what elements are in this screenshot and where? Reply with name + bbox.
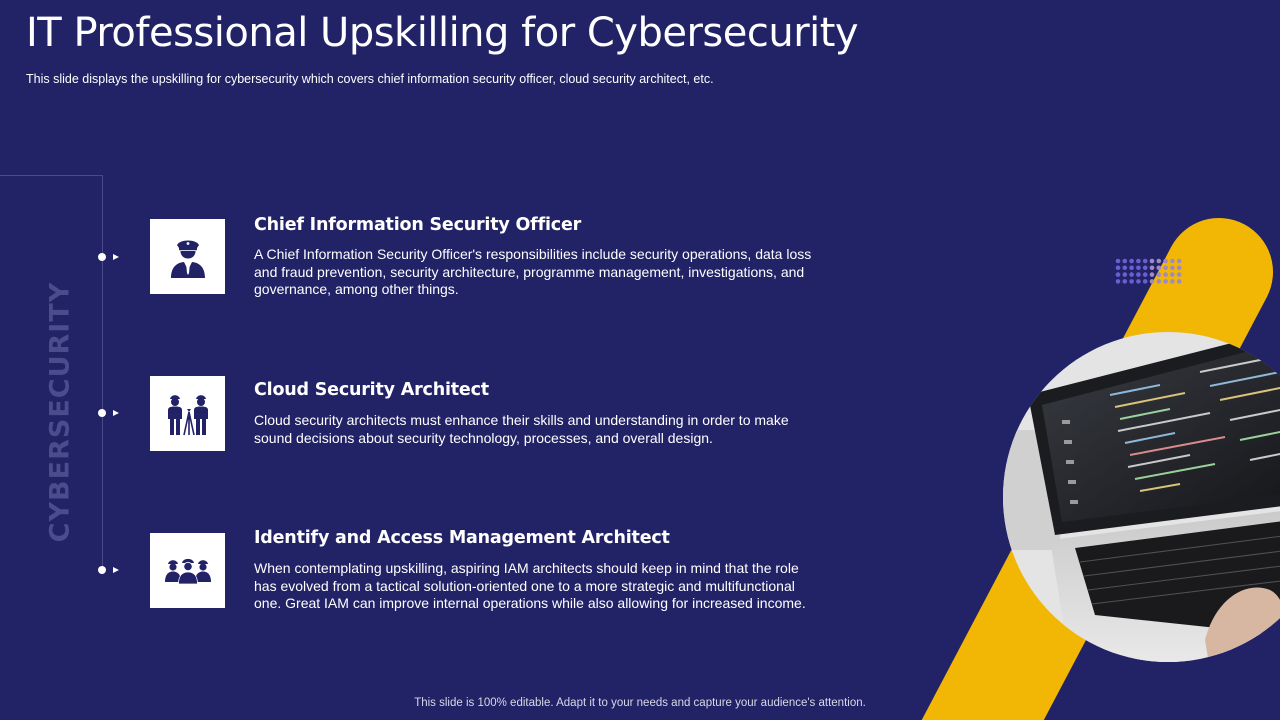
grid-dot: [1177, 272, 1182, 277]
yellow-band: [968, 272, 1219, 720]
grid-dot: [1116, 279, 1121, 284]
grid-dot: [1129, 259, 1134, 264]
grid-dot: [1123, 259, 1128, 264]
grid-dot: [1177, 279, 1182, 284]
grid-dot: [1136, 266, 1141, 271]
architects-icon: [163, 391, 213, 437]
timeline-dot: [98, 409, 106, 417]
icon-box: [150, 533, 225, 608]
grid-dot: [1116, 259, 1121, 264]
description-line: has evolved from a tactical solution-oriented one to a more strategic and multifunctional: [254, 577, 795, 594]
grid-dot: [1116, 266, 1121, 271]
item-title: Cloud Security Architect: [254, 380, 489, 400]
item-title: Identify and Access Management Architect: [254, 528, 670, 548]
timeline-arrow: [113, 254, 119, 260]
grid-dot: [1150, 259, 1155, 264]
grid-dot: [1129, 279, 1134, 284]
description-line: When contemplating upskilling, aspiring IAM architects should keep in mind that the role: [254, 560, 799, 576]
footer-note: This slide is 100% editable. Adapt it to your needs and capture your audience's attention.: [414, 697, 866, 709]
grid-dot: [1157, 259, 1162, 264]
description-line: sound decisions about security technology, processes, and overall design.: [254, 429, 713, 446]
grid-dot: [1157, 272, 1162, 277]
timeline-dot: [98, 566, 106, 574]
icon-box: [150, 376, 225, 451]
vertical-section-label: CYBERSECURITY: [44, 281, 76, 543]
slide-title: IT Professional Upskilling for Cybersecurity: [26, 10, 859, 56]
description-line: governance, among other things.: [254, 281, 459, 298]
grid-dot: [1123, 279, 1128, 284]
grid-dot: [1129, 266, 1134, 271]
grid-dot: [1123, 272, 1128, 277]
grid-dot: [1123, 266, 1128, 271]
grid-dot: [1163, 259, 1168, 264]
item-description: [254, 412, 854, 447]
grid-dot: [1136, 279, 1141, 284]
grid-dot: [1143, 266, 1148, 271]
grid-dot: [1170, 259, 1175, 264]
bracket-line-vertical: [102, 175, 103, 570]
grid-dot: [1170, 272, 1175, 277]
team-icon: [163, 558, 213, 584]
grid-dot: [1136, 259, 1141, 264]
dot-grid: [1116, 259, 1182, 284]
grid-dot: [1129, 272, 1134, 277]
grid-dot: [1143, 272, 1148, 277]
security-officer-icon: [168, 236, 208, 278]
timeline-dot: [98, 253, 106, 261]
grid-dot: [1116, 272, 1121, 277]
description-line: one. Great IAM can improve internal operations while also allowing for increased income.: [254, 595, 806, 612]
grid-dot: [1157, 279, 1162, 284]
grid-dot: [1163, 272, 1168, 277]
item-title: Chief Information Security Officer: [254, 215, 582, 235]
description-line: A Chief Information Security Officer's responsibilities include security operations, data loss: [254, 246, 812, 262]
grid-dot: [1136, 272, 1141, 277]
icon-box: [150, 219, 225, 294]
description-line: and fraud prevention, security architecture, programme management, investigations, and: [254, 263, 805, 280]
slide-subtitle: This slide displays the upskilling for cybersecurity which covers chief information security officer, cloud security architect, etc.: [26, 72, 714, 86]
grid-dot: [1163, 279, 1168, 284]
grid-dot: [1157, 266, 1162, 271]
timeline-arrow: [113, 567, 119, 573]
grid-dot: [1143, 259, 1148, 264]
item-description: [254, 560, 854, 613]
item-description: [254, 246, 854, 299]
timeline-arrow: [113, 410, 119, 416]
bracket-line-top: [0, 175, 103, 176]
grid-dot: [1177, 266, 1182, 271]
grid-dot: [1150, 279, 1155, 284]
grid-dot: [1177, 259, 1182, 264]
grid-dot: [1143, 279, 1148, 284]
grid-dot: [1150, 266, 1155, 271]
grid-dot: [1170, 266, 1175, 271]
grid-dot: [1150, 272, 1155, 277]
grid-dot: [1170, 279, 1175, 284]
grid-dot: [1163, 266, 1168, 271]
laptop-photo: [1000, 318, 1280, 670]
description-line: Cloud security architects must enhance their skills and understanding in order to make: [254, 412, 789, 428]
